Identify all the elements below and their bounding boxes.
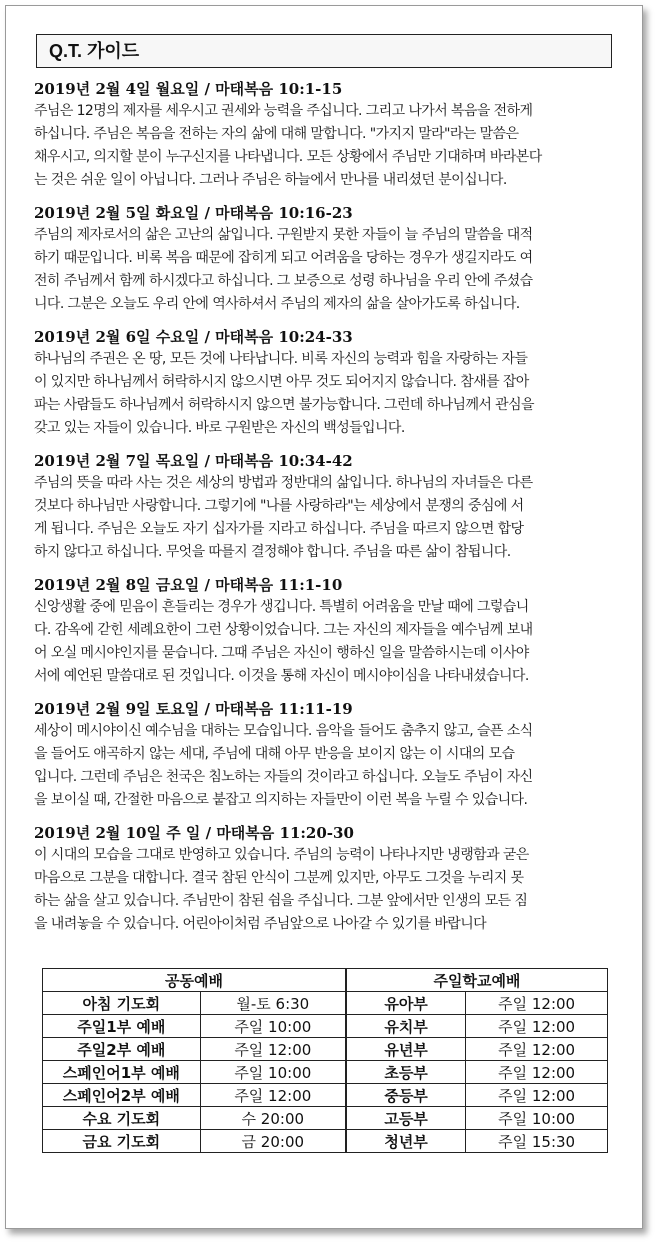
table-row (43, 1015, 608, 1038)
left-time-cell: 월-토 6:30 (200, 992, 346, 1015)
right-time-cell: 주일 12:00 (466, 1015, 608, 1038)
entry-text-line: 갖고 있는 자들이 있습니다. 바로 구원받은 자신의 백성들입니다. (34, 420, 405, 436)
entry-text-line: 주님의 뜻을 따라 사는 것은 세상의 방법과 정반대의 삶입니다. 하나님의 자녀들은 다른 (34, 475, 533, 491)
left-name-cell: 스페인어1부 예배 (43, 1061, 201, 1084)
table-row (43, 1061, 608, 1084)
qt-entry (34, 326, 618, 440)
left-name-cell: 수요 기도회 (43, 1107, 201, 1130)
entry-heading: 2019년 2월 4일 월요일 / 마태복음 10:1-15 (34, 80, 343, 98)
entry-text-line: 하기 때문입니다. 비록 복음 때문에 잡히게 되고 어려움을 당하는 경우가 생길지라도 여 (34, 250, 533, 266)
table-row (43, 992, 608, 1015)
entry-text-line: 을 보이실 때, 간절한 마음으로 붙잡고 의지하는 자들만이 이런 복을 누릴 수 있습니다. (34, 792, 528, 808)
page-title: Q.T. 가이드 (36, 34, 612, 68)
entry-text-line: 신앙생활 중에 믿음이 흔들리는 경우가 생깁니다. 특별히 어려움을 만날 때에 그렇습니 (34, 599, 529, 615)
left-time-cell: 주일 10:00 (200, 1015, 346, 1038)
document-page (5, 5, 643, 1229)
qt-entries (34, 78, 618, 946)
right-time-cell: 주일 12:00 (466, 992, 608, 1015)
entry-text-line: 어 오실 메시야인지를 묻습니다. 그때 주님은 자신이 행하신 일을 말씀하시는데 이사야 (34, 645, 529, 661)
entry-text-line: 이 시대의 모습을 그대로 반영하고 있습니다. 주님의 능력이 나타나지만 냉랭함과 굳은 (34, 847, 529, 863)
schedule-body (43, 992, 608, 1153)
entry-text-line: 마음으로 그분을 대합니다. 결국 참된 안식이 그분께 있지만, 아무도 그것을 누리지 못 (34, 870, 524, 886)
left-time-cell: 금 20:00 (200, 1130, 346, 1153)
right-name-cell: 고등부 (346, 1107, 466, 1130)
qt-entry (34, 574, 618, 688)
entry-text-line: 을 내려놓을 수 있습니다. 어린아이처럼 주님앞으로 나아갈 수 있기를 바랍니다 (34, 916, 487, 932)
entry-heading: 2019년 2월 7일 목요일 / 마태복음 10:34-42 (34, 452, 353, 470)
left-time-cell: 주일 10:00 (200, 1061, 346, 1084)
qt-entry (34, 78, 618, 192)
entry-heading: 2019년 2월 5일 화요일 / 마태복음 10:16-23 (34, 204, 353, 222)
entry-text-line: 파는 사람들도 하나님께서 허락하시지 않으면 불가능합니다. 그런데 하나님께서 관심을 (34, 397, 534, 413)
entry-text-line: 게 됩니다. 주님은 오늘도 자기 십자가를 지라고 하십니다. 주님을 따르지 않으면 합당 (34, 521, 524, 537)
entry-text-line: 하나님의 주권은 온 땅, 모든 것에 나타납니다. 비록 자신의 능력과 힘을 자랑하는 자들 (34, 351, 528, 367)
schedule-right-header: 주일학교예배 (346, 969, 608, 992)
entry-heading: 2019년 2월 8일 금요일 / 마태복음 11:1-10 (34, 576, 343, 594)
right-name-cell: 중등부 (346, 1084, 466, 1107)
entry-text-line: 전히 주님께서 함께 하시겠다고 하십니다. 그 보증으로 성령 하나님을 우리 안에 주셨습 (34, 273, 533, 289)
schedule-header-row (43, 969, 608, 992)
qt-entry (34, 202, 618, 316)
entry-heading: 2019년 2월 9일 토요일 / 마태복음 11:11-19 (34, 700, 353, 718)
right-name-cell: 초등부 (346, 1061, 466, 1084)
table-row (43, 1107, 608, 1130)
entry-text-line: 니다. 그분은 오늘도 우리 안에 역사하셔서 주님의 제자의 삶을 살아가도록 하십니다. (34, 296, 520, 312)
entry-text-line: 하십니다. 주님은 복음을 전하는 자의 삶에 대해 말합니다. "가지지 말라"라는 말씀은 (34, 126, 519, 142)
left-name-cell: 아침 기도회 (43, 992, 201, 1015)
right-name-cell: 청년부 (346, 1130, 466, 1153)
entry-text-line: 세상이 메시야이신 예수님을 대하는 모습입니다. 음악을 들어도 춤추지 않고, 슬픈 소식 (34, 723, 533, 739)
qt-entry (34, 698, 618, 812)
entry-text-line: 는 것은 쉬운 일이 아닙니다. 그러나 주님은 하늘에서 만나를 내리셨던 분이십니다. (34, 172, 507, 188)
right-time-cell: 주일 15:30 (466, 1130, 608, 1153)
entry-text-line: 하지 않다고 하십니다. 무엇을 따를지 결정해야 합니다. 주님을 따른 삶이 참됩니다. (34, 544, 511, 560)
right-time-cell: 주일 12:00 (466, 1038, 608, 1061)
schedule-left-header: 공동예배 (43, 969, 346, 992)
left-time-cell: 주일 12:00 (200, 1038, 346, 1061)
left-time-cell: 주일 12:00 (200, 1084, 346, 1107)
left-name-cell: 주일1부 예배 (43, 1015, 201, 1038)
left-name-cell: 스페인어2부 예배 (43, 1084, 201, 1107)
table-row (43, 1130, 608, 1153)
entry-text-line: 하는 삶을 살고 있습니다. 주님만이 참된 쉼을 주십니다. 그분 앞에서만 인생의 모든 짐 (34, 893, 528, 909)
entry-text-line: 을 들어도 애곡하지 않는 세대, 주님에 대해 아무 반응을 보이지 않는 이 시대의 모습 (34, 746, 515, 762)
qt-entry (34, 450, 618, 564)
left-time-cell: 수 20:00 (200, 1107, 346, 1130)
left-name-cell: 금요 기도회 (43, 1130, 201, 1153)
entry-text-line: 주님의 제자로서의 삶은 고난의 삶입니다. 구원받지 못한 자들이 늘 주님의 말씀을 대적 (34, 227, 533, 243)
right-name-cell: 유아부 (346, 992, 466, 1015)
worship-schedule-table (42, 968, 608, 1153)
qt-entry (34, 822, 618, 936)
table-row (43, 1084, 608, 1107)
left-name-cell: 주일2부 예배 (43, 1038, 201, 1061)
entry-text-line: 이 있지만 하나님께서 허락하시지 않으시면 아무 것도 되어지지 않습니다. 참새를 잡아 (34, 374, 529, 390)
entry-heading: 2019년 2월 6일 수요일 / 마태복음 10:24-33 (34, 328, 353, 346)
entry-heading: 2019년 2월 10일 주 일 / 마태복음 11:20-30 (34, 824, 354, 842)
right-name-cell: 유치부 (346, 1015, 466, 1038)
right-time-cell: 주일 10:00 (466, 1107, 608, 1130)
right-name-cell: 유년부 (346, 1038, 466, 1061)
entry-text-line: 것보다 하나님만 사랑합니다. 그렇기에 "나를 사랑하라"는 세상에서 분쟁의 중심에 서 (34, 498, 524, 514)
table-row (43, 1038, 608, 1061)
right-time-cell: 주일 12:00 (466, 1061, 608, 1084)
entry-text-line: 서에 예언된 말씀대로 된 것입니다. 이것을 통해 자신이 메시야이심을 나타내셨습니다. (34, 668, 529, 684)
entry-text-line: 입니다. 그런데 주님은 천국은 침노하는 자들의 것이라고 하십니다. 오늘도 주님이 자신 (34, 769, 533, 785)
right-time-cell: 주일 12:00 (466, 1084, 608, 1107)
entry-text-line: 채우시고, 의지할 분이 누구신지를 나타냅니다. 모든 상황에서 주님만 기대하며 바라본다 (34, 149, 542, 165)
entry-text-line: 다. 감옥에 갇힌 세례요한이 그런 상황이었습니다. 그는 자신의 제자들을 예수님께 보내 (34, 622, 533, 638)
entry-text-line: 주님은 12명의 제자를 세우시고 권세와 능력을 주십니다. 그리고 나가서 복음을 전하게 (34, 103, 533, 119)
